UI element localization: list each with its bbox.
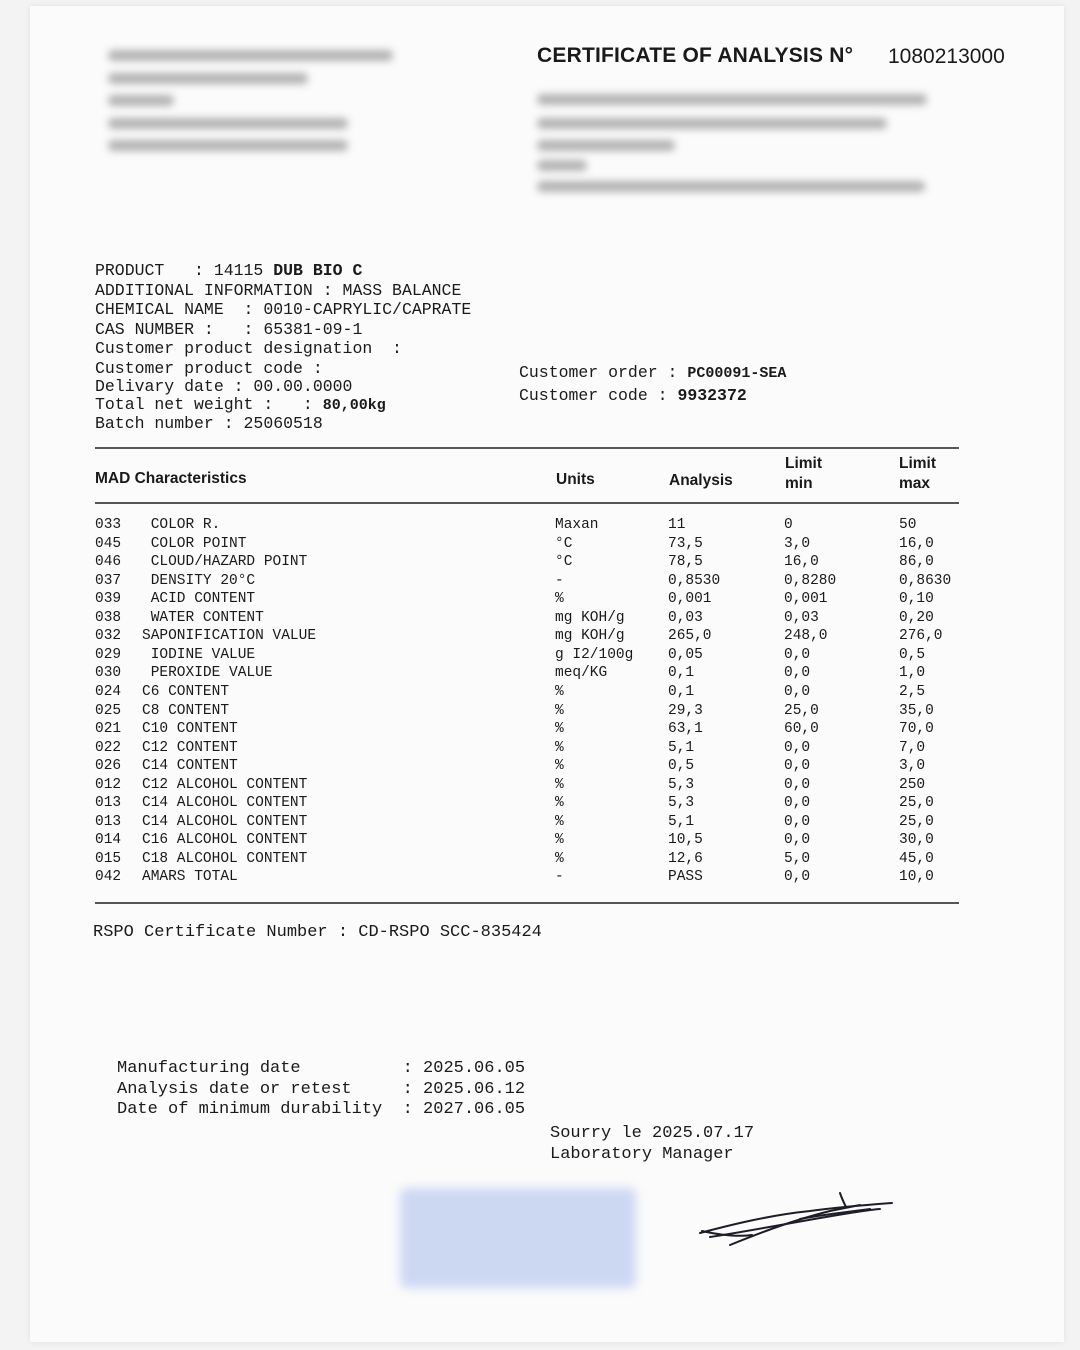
row-analysis: 78,5 [668, 554, 703, 571]
row-characteristic: DENSITY 20°C [142, 572, 256, 589]
customer-order-label: Customer order : [519, 363, 688, 382]
table-row [95, 851, 975, 870]
dates-block [117, 1059, 525, 1121]
table-top-rule [95, 447, 959, 449]
table-row [95, 703, 975, 722]
row-limit-max: 0,10 [899, 591, 934, 608]
table-row [95, 758, 975, 777]
delivery-date-line: Delivary date : 00.00.0000 [95, 377, 353, 396]
row-limit-min: 3,0 [784, 535, 811, 552]
role-line: Laboratory Manager [550, 1144, 734, 1164]
row-characteristic: WATER CONTENT [142, 609, 264, 626]
row-limit-max: 0,20 [899, 609, 934, 626]
row-limit-min: 0,0 [784, 758, 811, 775]
row-limit-max: 35,0 [899, 702, 934, 719]
row-limit-max: 276,0 [899, 628, 943, 645]
header-limit-max-line1: Limit [899, 455, 937, 472]
row-limit-min: 25,0 [784, 702, 819, 719]
row-limit-min: 0,0 [784, 739, 811, 756]
row-analysis: 0,001 [668, 591, 712, 608]
rspo-certificate-line: RSPO Certificate Number : CD-RSPO SCC-835424 [93, 923, 542, 942]
row-limit-min: 0,0 [784, 795, 811, 812]
row-characteristic: AMARS TOTAL [142, 869, 238, 886]
row-characteristic: C14 ALCOHOL CONTENT [142, 795, 308, 812]
row-limit-min: 16,0 [784, 554, 819, 571]
row-unit: meq/KG [555, 665, 608, 682]
row-code: 046 [95, 554, 122, 571]
row-code: 029 [95, 646, 122, 663]
header-limit-min [785, 454, 822, 494]
row-unit: % [555, 739, 564, 756]
table-row [95, 647, 975, 666]
row-analysis: 5,1 [668, 813, 695, 830]
customer-product-code-line: Customer product code : [95, 358, 323, 378]
row-characteristic: C12 ALCOHOL CONTENT [142, 776, 308, 793]
row-code: 038 [95, 609, 122, 626]
table-row [95, 591, 975, 610]
row-limit-min: 60,0 [784, 721, 819, 738]
net-weight-value: 80,00kg [322, 397, 386, 414]
durability-date-line: Date of minimum durability : 2027.06.05 [117, 1100, 526, 1119]
row-limit-min: 5,0 [784, 850, 811, 867]
row-analysis: 63,1 [668, 721, 703, 738]
row-limit-min: 0,0 [784, 869, 811, 886]
table-row [95, 536, 975, 555]
row-characteristic: COLOR R. [142, 517, 221, 533]
row-limit-max: 0,5 [899, 646, 926, 663]
row-characteristic: C8 CONTENT [142, 702, 230, 719]
customer-code-label: Customer code : [519, 386, 678, 405]
row-limit-min: 0,001 [784, 591, 828, 608]
row-unit: % [555, 776, 564, 793]
row-analysis: 10,5 [668, 832, 703, 849]
row-limit-max: 2,5 [899, 683, 926, 700]
row-characteristic: SAPONIFICATION VALUE [142, 628, 317, 645]
customer-designation-line: Customer product designation : [95, 339, 402, 358]
header-limit-max [899, 454, 936, 494]
header-units: Units [556, 471, 595, 488]
row-code: 021 [95, 721, 122, 738]
row-unit: mg KOH/g [555, 609, 625, 626]
row-code: 022 [95, 739, 122, 756]
row-code: 013 [95, 813, 122, 830]
customer-code-value: 9932372 [677, 386, 747, 405]
net-weight-line [95, 396, 471, 415]
row-characteristic: C18 ALCOHOL CONTENT [142, 850, 308, 867]
place-date-line: Sourry le 2025.07.17 [550, 1124, 755, 1143]
table-row [95, 554, 975, 573]
product-line [95, 261, 471, 281]
row-limit-max: 30,0 [899, 832, 934, 849]
row-characteristic: ACID CONTENT [142, 591, 256, 608]
row-characteristic: CLOUD/HAZARD POINT [142, 554, 308, 571]
header-analysis: Analysis [669, 472, 733, 489]
row-analysis: 0,05 [668, 646, 703, 663]
row-analysis: 5,3 [668, 776, 695, 793]
row-analysis: 0,8530 [668, 572, 721, 589]
row-unit: % [555, 683, 564, 700]
product-label: PRODUCT : 14115 [95, 261, 274, 280]
row-unit: mg KOH/g [555, 628, 625, 645]
row-unit: % [555, 702, 564, 719]
row-unit: % [555, 758, 564, 775]
row-unit: % [555, 813, 564, 830]
certificate-title: CERTIFICATE OF ANALYSIS N° [537, 44, 854, 67]
row-analysis: 0,1 [668, 665, 695, 682]
row-limit-max: 250 [899, 776, 926, 793]
row-code: 037 [95, 572, 122, 589]
row-characteristic: C6 CONTENT [142, 683, 230, 700]
row-limit-max: 50 [899, 517, 917, 533]
row-limit-min: 248,0 [784, 628, 828, 645]
row-analysis: PASS [668, 869, 703, 886]
row-unit: °C [555, 535, 573, 552]
row-characteristic: C10 CONTENT [142, 721, 238, 738]
product-info [95, 261, 471, 433]
row-analysis: 265,0 [668, 628, 712, 645]
row-analysis: 0,5 [668, 758, 695, 775]
row-limit-min: 0 [784, 517, 793, 533]
customer-order-value: PC00091-SEA [687, 365, 787, 382]
analysis-date-line: Analysis date or retest : 2025.06.12 [117, 1079, 526, 1099]
row-code: 025 [95, 702, 122, 719]
table-row [95, 721, 975, 740]
header-limit-min-line2: min [785, 475, 813, 492]
table-row [95, 814, 975, 833]
row-code: 026 [95, 758, 122, 775]
table-bottom-rule [95, 902, 959, 904]
additional-info-line: ADDITIONAL INFORMATION : MASS BALANCE [95, 280, 462, 300]
row-analysis: 73,5 [668, 535, 703, 552]
row-characteristic: C14 ALCOHOL CONTENT [142, 813, 308, 830]
row-analysis: 5,1 [668, 739, 695, 756]
row-characteristic: C12 CONTENT [142, 739, 238, 756]
row-limit-min: 0,0 [784, 776, 811, 793]
row-limit-max: 0,8630 [899, 572, 952, 589]
row-code: 015 [95, 850, 122, 867]
table-row [95, 610, 975, 629]
row-characteristic: C14 CONTENT [142, 758, 238, 775]
row-unit: - [555, 572, 564, 589]
manufacturing-date-line: Manufacturing date : 2025.06.05 [117, 1059, 526, 1078]
row-limit-max: 86,0 [899, 554, 934, 571]
table-row [95, 795, 975, 814]
row-code: 039 [95, 591, 122, 608]
table-row [95, 684, 975, 703]
chemical-name-line: CHEMICAL NAME : 0010-CAPRYLIC/CAPRATE [95, 300, 472, 319]
row-limit-min: 0,0 [784, 813, 811, 830]
table-header-rule [95, 502, 959, 504]
row-unit: Maxan [555, 517, 599, 533]
row-limit-min: 0,03 [784, 609, 819, 626]
row-limit-max: 16,0 [899, 535, 934, 552]
row-limit-min: 0,0 [784, 646, 811, 663]
row-unit: % [555, 721, 564, 738]
row-limit-min: 0,0 [784, 683, 811, 700]
row-limit-min: 0,0 [784, 832, 811, 849]
table-row [95, 869, 975, 888]
product-name: DUB BIO C [273, 261, 363, 280]
row-unit: % [555, 850, 564, 867]
row-analysis: 12,6 [668, 850, 703, 867]
redacted-company-stamp [400, 1188, 636, 1288]
row-code: 030 [95, 665, 122, 682]
row-unit: % [555, 832, 564, 849]
row-code: 024 [95, 683, 122, 700]
row-characteristic: COLOR POINT [142, 535, 247, 552]
net-weight-label: Total net weight : : [95, 395, 323, 414]
customer-order-line [519, 363, 786, 384]
row-characteristic: PEROXIDE VALUE [142, 665, 273, 682]
row-characteristic: IODINE VALUE [142, 646, 256, 663]
row-code: 013 [95, 795, 122, 812]
row-unit: - [555, 869, 564, 886]
row-limit-max: 25,0 [899, 813, 934, 830]
row-code: 042 [95, 869, 122, 886]
table-row [95, 665, 975, 684]
signoff-block [550, 1124, 754, 1165]
row-limit-max: 7,0 [899, 739, 926, 756]
row-analysis: 0,1 [668, 683, 695, 700]
batch-number-line: Batch number : 25060518 [95, 414, 323, 433]
header-limit-min-line1: Limit [785, 455, 823, 472]
table-row [95, 517, 975, 536]
row-unit: % [555, 795, 564, 812]
row-limit-max: 1,0 [899, 665, 926, 682]
table-row [95, 832, 975, 851]
row-analysis: 0,03 [668, 609, 703, 626]
row-unit: g I2/100g [555, 646, 634, 663]
customer-code-line [519, 386, 747, 406]
row-limit-max: 10,0 [899, 869, 934, 886]
row-analysis: 29,3 [668, 702, 703, 719]
row-unit: % [555, 591, 564, 608]
header-limit-max-line2: max [899, 475, 931, 492]
table-row [95, 628, 975, 647]
signature-image [690, 1185, 900, 1255]
row-limit-min: 0,0 [784, 665, 811, 682]
row-code: 033 [95, 517, 122, 533]
row-limit-min: 0,8280 [784, 572, 837, 589]
table-row [95, 777, 975, 796]
row-characteristic: C16 ALCOHOL CONTENT [142, 832, 308, 849]
table-row [95, 573, 975, 592]
row-limit-max: 25,0 [899, 795, 934, 812]
row-limit-max: 45,0 [899, 850, 934, 867]
row-unit: °C [555, 554, 573, 571]
row-limit-max: 3,0 [899, 758, 926, 775]
header-characteristics: MAD Characteristics [95, 470, 247, 487]
certificate-number: 1080213000 [888, 45, 1005, 68]
row-code: 012 [95, 776, 122, 793]
row-limit-max: 70,0 [899, 721, 934, 738]
cas-number-line: CAS NUMBER : : 65381-09-1 [95, 319, 363, 339]
row-analysis: 11 [668, 517, 686, 533]
row-code: 014 [95, 832, 122, 849]
row-analysis: 5,3 [668, 795, 695, 812]
row-code: 045 [95, 535, 122, 552]
table-row [95, 740, 975, 759]
row-code: 032 [95, 628, 122, 645]
